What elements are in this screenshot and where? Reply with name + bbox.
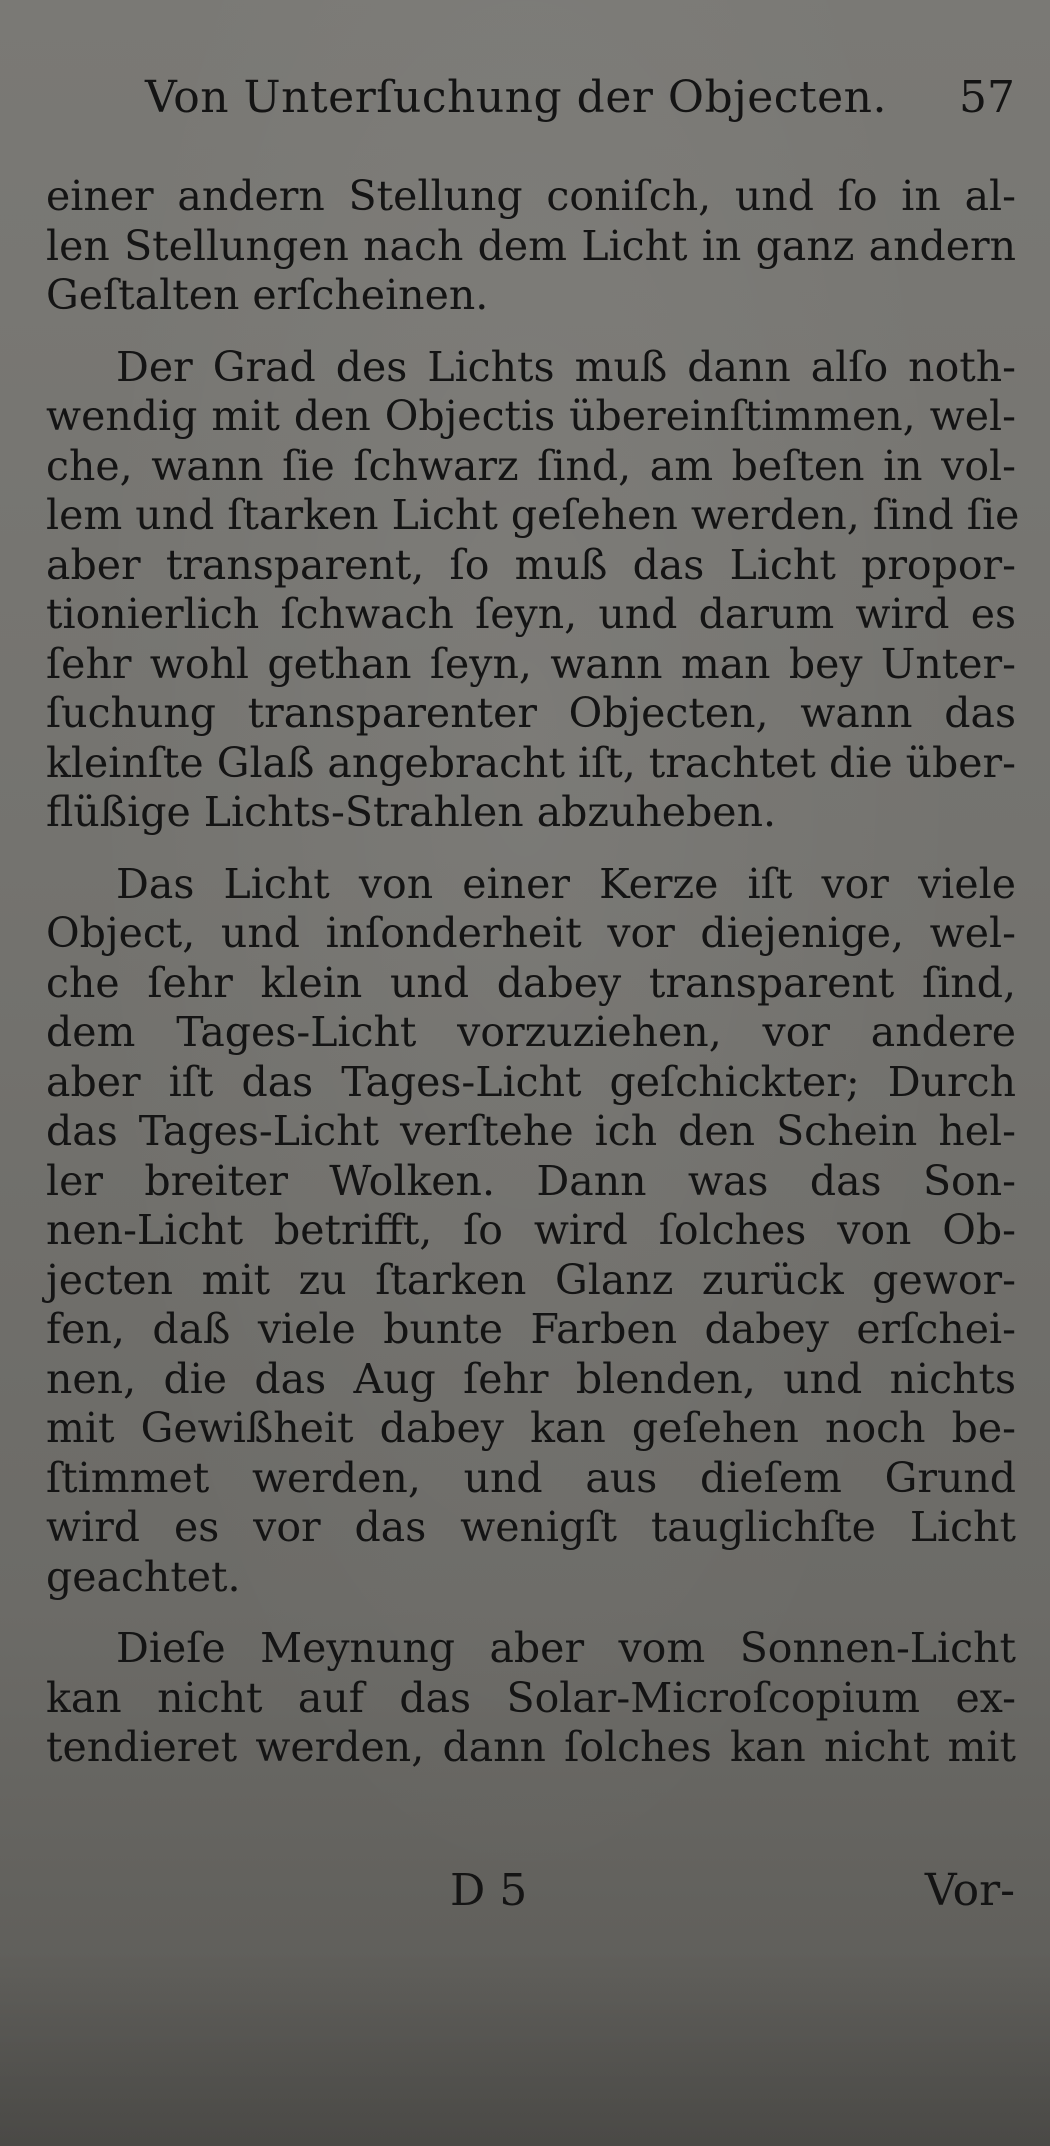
text-line: che, wann ſie ſchwarz ſind, am beſten in vol- (46, 441, 1016, 490)
paragraph-1 (46, 172, 1016, 321)
text-line: nen, die das Aug ſehr blenden, und nichts (46, 1354, 1016, 1403)
text-line: ler breiter Wolken. Dann was das Son- (46, 1156, 1016, 1205)
text-line: wird es vor das wenigſt tauglichſte Licht (46, 1503, 1016, 1551)
page-number: 57 (959, 72, 1015, 123)
text-line: ſtimmet werden, und aus dieſem Grund (46, 1453, 1016, 1502)
catchword: Vor- (924, 1865, 1015, 1916)
text-line: len Stellungen nach dem Licht in ganz andern (46, 221, 1016, 270)
text-line: mit Gewißheit dabey kan geſehen noch be- (46, 1404, 1016, 1452)
text-line: Dieſe Meynung aber vom Sonnen-Licht (116, 1624, 1016, 1672)
text-line: einer andern Stellung coniſch, und ſo in al- (46, 172, 1016, 220)
text-line: ſuchung transparenter Objecten, wann das (46, 689, 1016, 737)
text-line: geachtet. (46, 1552, 241, 1601)
running-head: Von Unterſuchung der Objecten. (145, 72, 887, 123)
text-line: jecten mit zu ſtarken Glanz zurück gewor- (46, 1255, 1016, 1304)
text-line: lem und ſtarken Licht geſehen werden, ſind ſie (46, 491, 1020, 539)
text-line: das Tages-Licht verſtehe ich den Schein hel- (46, 1107, 1016, 1155)
text-line: aber iſt das Tages-Licht geſchickter; Durch (46, 1057, 1016, 1106)
page-shadow (0, 1950, 1050, 2146)
text-line: Das Licht von einer Kerze iſt vor viele (116, 859, 1016, 908)
text-line: tionierlich ſchwach ſeyn, und darum wird es (46, 590, 1016, 638)
text-line: kleinſte Glaß angebracht iſt, trachtet die über- (46, 738, 1016, 787)
text-line: fen, daß viele bunte Farben dabey erſchei- (46, 1305, 1016, 1353)
text-line: Object, und inſonderheit vor diejenige, wel- (46, 909, 1016, 957)
text-line: flüßige Lichts-Strahlen abzuheben. (46, 788, 777, 836)
text-line: Geſtalten erſcheinen. (46, 271, 489, 319)
text-line: kan nicht auf das Solar-Microſcopium ex- (46, 1673, 1016, 1722)
text-line: nen-Licht betrifft, ſo wird ſolches von Ob- (46, 1206, 1016, 1254)
text-line: che ſehr klein und dabey transparent ſind, (46, 958, 1016, 1007)
text-line: tendieret werden, dann ſolches kan nicht mit (46, 1723, 1016, 1771)
body-text (46, 172, 1020, 1795)
paragraph-3 (46, 860, 1016, 1603)
paragraph-4 (46, 1624, 1016, 1773)
text-line: wendig mit den Objectis übereinſtimmen, wel- (46, 392, 1016, 440)
text-line: Der Grad des Lichts muß dann alſo noth- (116, 342, 1016, 391)
text-line: dem Tages-Licht vorzuziehen, vor andere (46, 1008, 1016, 1056)
page-header (145, 72, 1015, 142)
text-line: aber transparent, ſo muß das Licht propor- (46, 540, 1016, 589)
paragraph-2 (46, 342, 1020, 838)
page-footer (80, 1865, 1015, 1925)
text-line: ſehr wohl gethan ſeyn, wann man bey Unter- (46, 639, 1016, 688)
signature-mark: D 5 (450, 1865, 528, 1916)
